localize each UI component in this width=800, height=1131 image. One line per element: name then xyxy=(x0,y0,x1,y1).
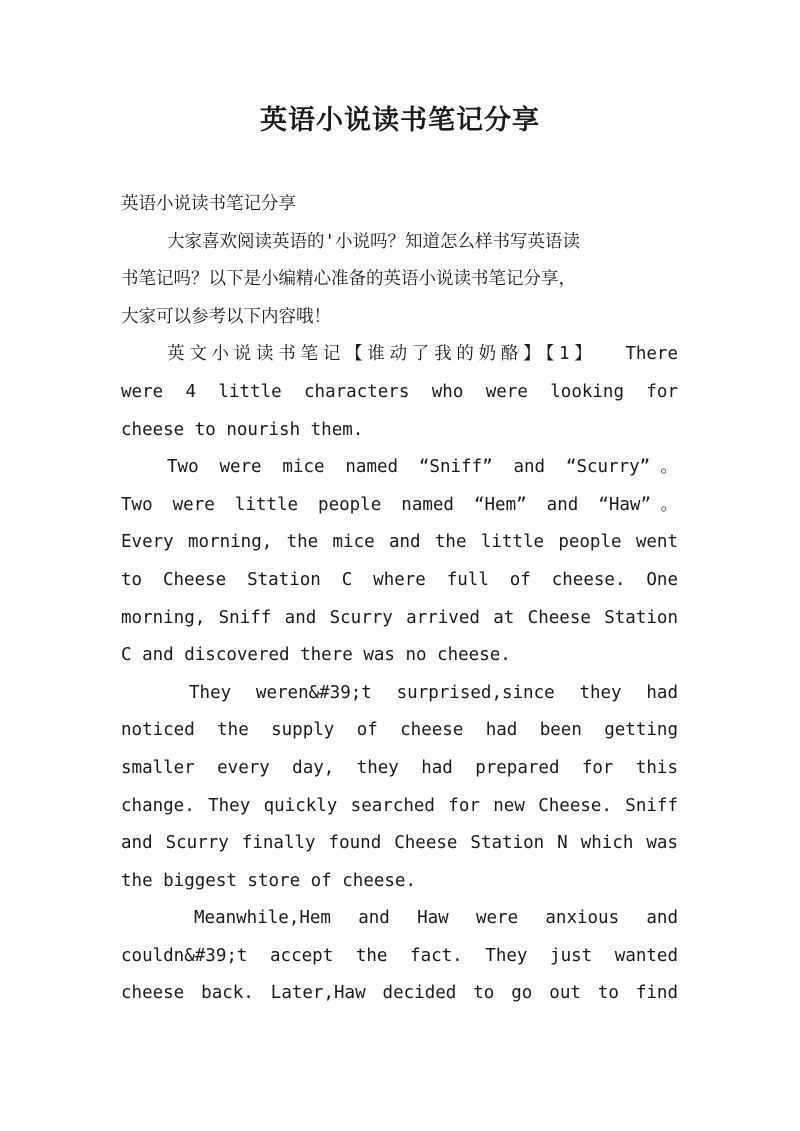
body-line: Two were little people named “Hem” and “Haw”。 xyxy=(121,494,678,515)
body-line: They weren&#39;t surprised,since they had xyxy=(189,682,678,703)
body-line: and Scurry finally found Cheese Station N which was xyxy=(121,833,678,854)
body-line: smaller every day, they had prepared for this xyxy=(121,757,678,778)
body-line: 英文小说读书笔记【谁动了我的奶酪】【1】 There xyxy=(167,344,678,365)
document-body xyxy=(121,186,678,1013)
body-line: Every morning, the mice and the little people went xyxy=(121,532,678,553)
body-line: cheese back. Later,Haw decided to go out to find xyxy=(121,983,678,1004)
body-line: 大家可以参考以下内容哦！ xyxy=(121,306,331,327)
body-line: couldn&#39;t accept the fact. They just wanted xyxy=(121,945,678,966)
body-line: Two were mice named “Sniff” and “Scurry”。 xyxy=(167,457,678,478)
body-line: cheese to nourish them. xyxy=(121,419,364,440)
body-line: to Cheese Station C where full of cheese. One xyxy=(121,569,678,590)
body-line: noticed the supply of cheese had been getting xyxy=(121,720,678,741)
body-line: the biggest store of cheese. xyxy=(121,870,417,891)
body-line: morning, Sniff and Scurry arrived at Cheese Station xyxy=(121,607,678,628)
document-title: 英语小说读书笔记分享 xyxy=(260,105,540,136)
body-line: 英语小说读书笔记分享 xyxy=(121,194,296,214)
body-line: Meanwhile,Hem and Haw were anxious and xyxy=(194,908,678,929)
body-line: 书笔记吗？以下是小编精心准备的英语小说读书笔记分享， xyxy=(121,269,576,290)
body-line: change. They quickly searched for new Cheese. Sniff xyxy=(121,795,678,816)
body-line: were 4 little characters who were looking for xyxy=(121,381,678,402)
body-line: C and discovered there was no cheese. xyxy=(121,645,511,666)
body-line: 大家喜欢阅读英语的'小说吗？知道怎么样书写英语读 xyxy=(167,231,581,252)
